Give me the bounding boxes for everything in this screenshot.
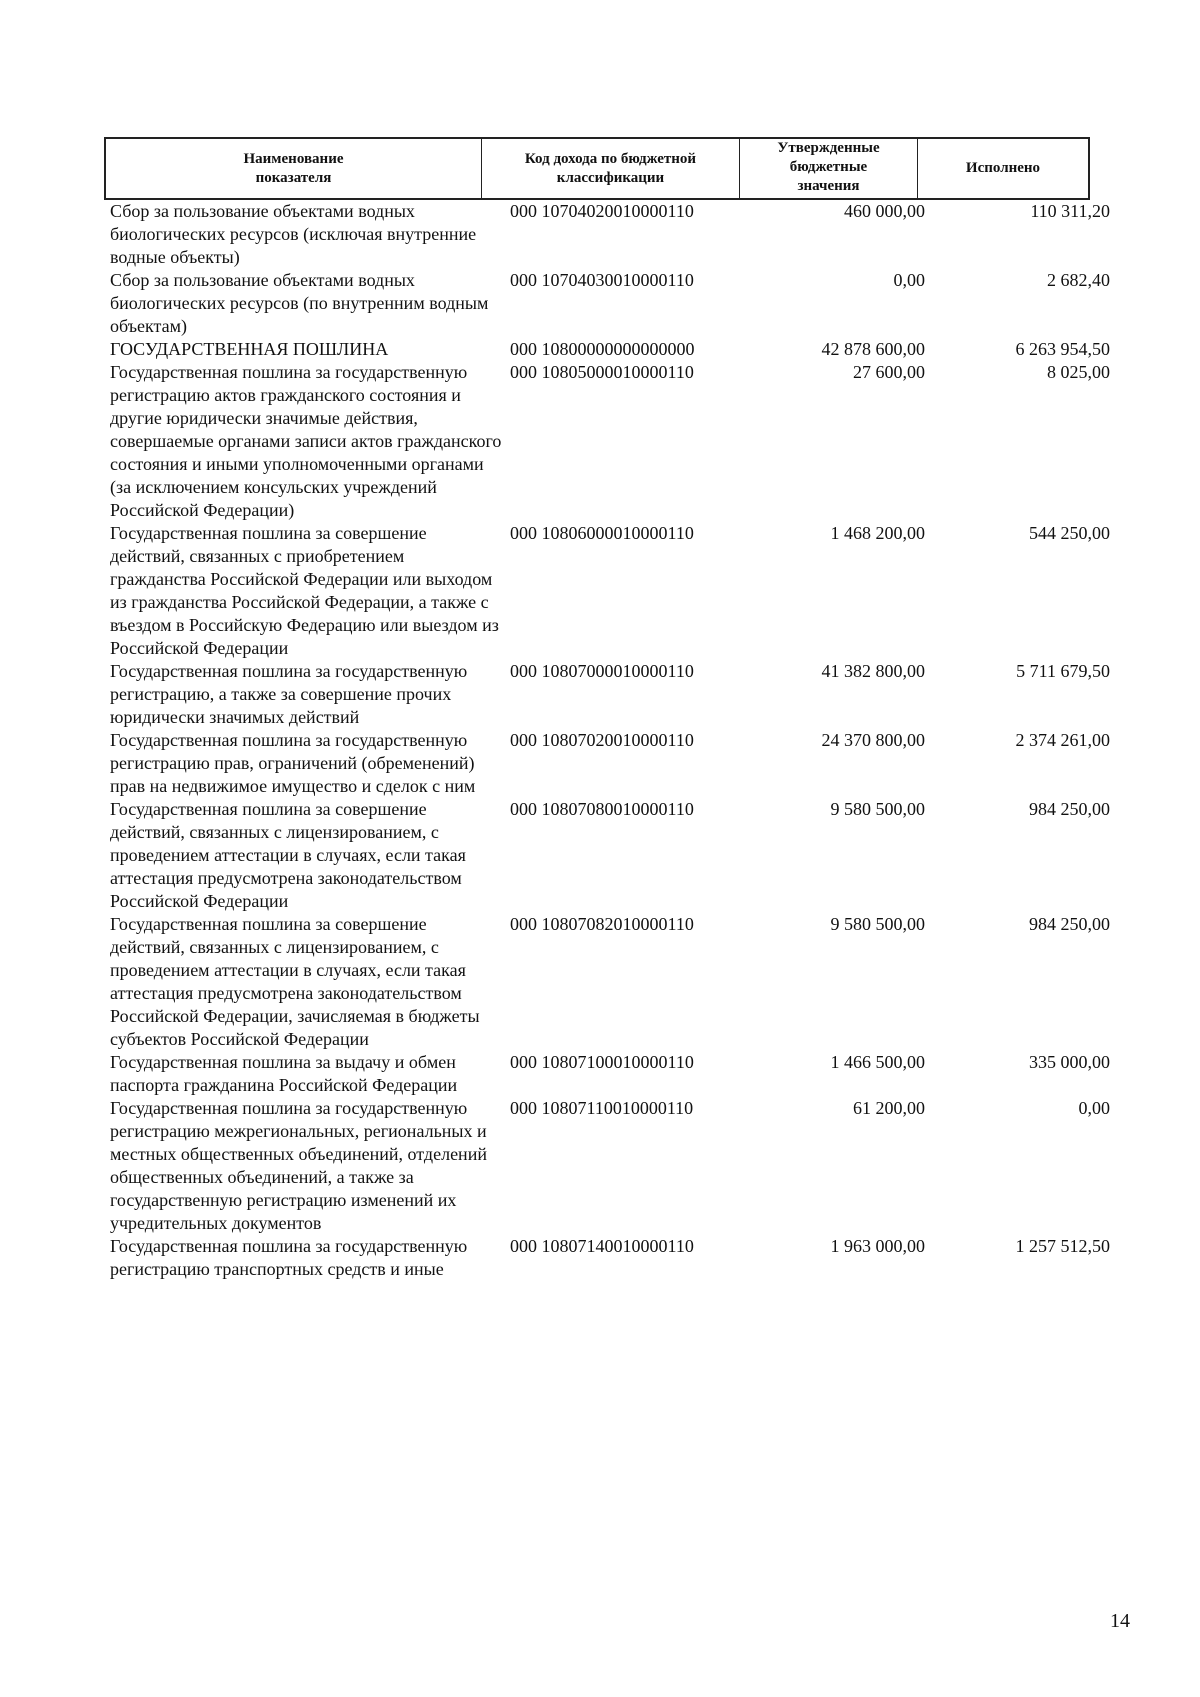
row-code: 000 10807110010000110	[510, 1098, 694, 1118]
row-approved: 1 466 500,00	[830, 1052, 925, 1072]
row-approved: 9 580 500,00	[830, 799, 925, 819]
row-executed: 984 250,00	[1029, 914, 1110, 934]
row-approved: 27 600,00	[853, 362, 925, 382]
row-name: Сбор за пользование объектами водных биологических ресурсов (по внутренним водным объектам)	[110, 270, 489, 336]
header-executed: Исполнено	[965, 160, 1041, 176]
row-approved: 24 370 800,00	[821, 730, 925, 750]
row-name: Государственная пошлина за государственную регистрацию прав, ограничений (обременений) прав на недвижимое имущество и сделок с ним	[110, 730, 476, 796]
row-executed: 335 000,00	[1029, 1052, 1110, 1072]
row-executed: 2 682,40	[1047, 270, 1110, 290]
table-row	[110, 1235, 1110, 1281]
row-executed: 544 250,00	[1029, 523, 1110, 543]
row-code: 000 10807140010000110	[510, 1236, 694, 1256]
row-name: Государственная пошлина за государственную регистрацию актов гражданского состояния и другие юридически значимые действия, совершаемые органами записи актов гражданского состояния и иными уполномоченными органами (за исключением консульских учреждений Российской Федерации)	[110, 362, 502, 520]
row-name: ГОСУДАРСТВЕННАЯ ПОШЛИНА	[110, 339, 389, 359]
table-row	[110, 269, 1110, 338]
row-approved: 0,00	[893, 270, 925, 290]
row-executed: 2 374 261,00	[1015, 730, 1110, 750]
row-code: 000 10704020010000110	[510, 201, 694, 221]
row-code: 000 10704030010000110	[510, 270, 694, 290]
row-name: Государственная пошлина за государственную регистрацию транспортных средств и иные	[110, 1236, 468, 1279]
row-code: 000 10807080010000110	[510, 799, 694, 819]
row-name: Государственная пошлина за государственную регистрацию межрегиональных, региональных и местных общественных объединений, отделений общественных объединений, а также за государственную регистрацию изменений их учредительных документов	[110, 1098, 487, 1233]
row-approved: 61 200,00	[853, 1098, 925, 1118]
table-body	[110, 200, 1110, 1281]
row-approved: 1 468 200,00	[830, 523, 925, 543]
row-approved: 42 878 600,00	[821, 339, 925, 359]
row-executed: 984 250,00	[1029, 799, 1110, 819]
table-row	[110, 913, 1110, 1051]
row-code: 000 10807100010000110	[510, 1052, 694, 1072]
header-approved: Утвержденные бюджетные значения	[740, 139, 918, 198]
row-approved: 1 963 000,00	[830, 1236, 925, 1256]
header-name: Наименование показателя	[106, 139, 482, 198]
row-name: Государственная пошлина за совершение действий, связанных с лицензированием, с проведением аттестации в случаях, если такая аттестация предусмотрена законодательством Российской Федерации	[110, 799, 466, 911]
row-approved: 460 000,00	[844, 201, 925, 221]
page-number: 14	[1110, 1610, 1130, 1632]
table-row	[110, 660, 1110, 729]
row-code: 000 10807020010000110	[510, 730, 694, 750]
row-executed: 5 711 679,50	[1016, 661, 1110, 681]
row-code: 000 10806000010000110	[510, 523, 694, 543]
row-executed: 110 311,20	[1030, 201, 1110, 221]
row-code: 000 10807082010000110	[510, 914, 694, 934]
table-row	[110, 729, 1110, 798]
row-code: 000 10805000010000110	[510, 362, 694, 382]
row-executed: 6 263 954,50	[1015, 339, 1110, 359]
row-executed: 0,00	[1078, 1098, 1110, 1118]
row-name: Сбор за пользование объектами водных биологических ресурсов (исключая внутренние водные объекты)	[110, 201, 477, 267]
row-name: Государственная пошлина за выдачу и обмен паспорта гражданина Российской Федерации	[110, 1052, 458, 1095]
table-row	[110, 1051, 1110, 1097]
table-row	[110, 361, 1110, 522]
table-row	[110, 798, 1110, 913]
row-executed: 1 257 512,50	[1015, 1236, 1110, 1256]
row-name: Государственная пошлина за совершение действий, связанных с приобретением гражданства Российской Федерации или выходом из гражданства Российской Федерации, а также с въездом в Российскую Федерацию или выездом из Российской Федерации	[110, 523, 499, 658]
row-executed: 8 025,00	[1047, 362, 1110, 382]
row-approved: 9 580 500,00	[830, 914, 925, 934]
table-row	[110, 338, 1110, 361]
row-code: 000 10800000000000000	[510, 339, 695, 359]
header-code: Код дохода по бюджетной классификации	[482, 139, 740, 198]
row-name: Государственная пошлина за совершение действий, связанных с лицензированием, с проведением аттестации в случаях, если такая аттестация предусмотрена законодательством Российской Федерации, зачисляемая в бюджеты субъектов Российской Федерации	[110, 914, 480, 1049]
row-approved: 41 382 800,00	[821, 661, 925, 681]
table-row	[110, 200, 1110, 269]
table-row	[110, 1097, 1110, 1235]
table-header	[104, 137, 1090, 200]
row-code: 000 10807000010000110	[510, 661, 694, 681]
row-name: Государственная пошлина за государственную регистрацию, а также за совершение прочих юридически значимых действий	[110, 661, 468, 727]
table-row	[110, 522, 1110, 660]
